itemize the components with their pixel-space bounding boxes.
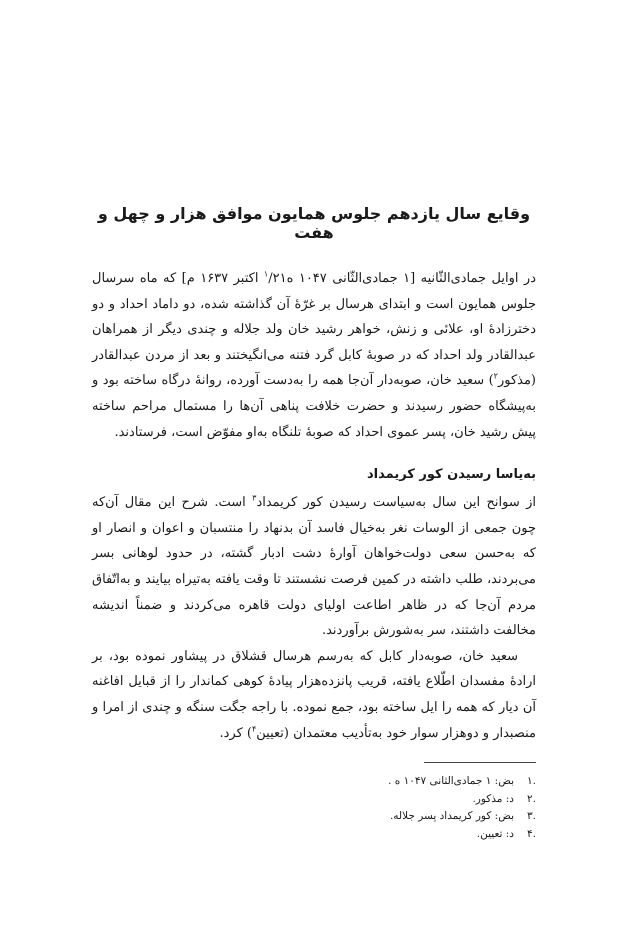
paragraph-1: [92, 266, 536, 445]
footnote-text: بض: ۱ جمادی‌الثانی ۱۰۴۷ ه .: [388, 775, 514, 788]
footnote-ref-2[interactable]: ۲: [493, 372, 498, 382]
text-run: است. شرح این مقال آن‌که چون جمعی از الوسات نغر به‌خیال فاسد آن بدنهاد را منتسبان و اعوان و انصار او که به‌حسن سعی دولت‌خواهان آوارهٔ دشت ادبار گشته، در حدود لوهانی بسر می‌بردند، طلب داشته در کمین فرصت نشستند تا وقت یافته به‌تیراه بیایند و به‌اتّفاق مردم آن‌جا که در ظاهر اطاعت اولیای دولت قاهره می‌کردند و ضمناً اندیشه مخالفت داشتند، سر به‌شورش برآوردند.: [92, 495, 536, 639]
footnote-number: .۲: [527, 792, 536, 805]
footnote-item: [92, 808, 536, 826]
page-title: وقایع سال یازدهم جلوس همایون موافق هزار و چهل و هفت: [97, 204, 531, 242]
text-run: سعید خان، صوبه‌دار کابل که به‌رسم هرسال قشلاق در پیشاور نموده بود، بر ارادهٔ مفسدان اطّلاع یافته، قریب پانزده‌هزار پیادهٔ کوهی کماندار را از قبایل افاغنه آن دیار که همه را ایل ساخته بود، جمع نموده. با راجه جگت سنگه و چندی از امرا و منصبدار و دوهزار سوار خود به‌تأدیب معتمدان (تعیین: [92, 648, 536, 741]
text-run: از سوانح این سال به‌سیاست رسیدن کور کریمداد: [256, 495, 537, 511]
footnote-text: د: تعیین.: [476, 827, 514, 840]
section-heading: به‌یاسا رسیدن کور کریمداد: [366, 467, 536, 483]
paragraph-3: [92, 644, 536, 746]
footnote-ref-4[interactable]: ۴: [251, 724, 257, 734]
footnote-number: .۴: [527, 827, 536, 840]
footnote-ref-3[interactable]: ۳: [252, 493, 257, 503]
footnote-item: [92, 791, 536, 809]
footnote-number: .۱: [527, 775, 536, 788]
footnote-text: د: مذکور.: [472, 792, 514, 805]
paragraph-2: [92, 490, 536, 644]
footnote-item: [92, 773, 536, 791]
text-run: ) کرد.: [219, 725, 252, 741]
footnote-divider: [424, 762, 536, 763]
footnote-text: بض: کور کریمداد پسر جلاله.: [389, 810, 514, 823]
footnote-ref-1[interactable]: ۱: [263, 269, 269, 279]
text-run: ) سعید خان، صوبه‌دار آن‌جا همه را به‌دست آورده، روانهٔ درگاه ساخته بود و به‌پیشگاه حضور رسیدند و حضرت خلافت پناهی آن‌ها را مستمال مراحم ساخته پیش رشید خان، پسر عموی احداد که صوبهٔ تلنگاه به‌او مفوّض است، فرستادند.: [92, 373, 536, 440]
text-run: /۲۱ اکتبر ۱۶۳۷ م] که ماه سرسال جلوس همایون است و ابتدای هرسال بر غرّهٔ آن گذاشته شده، دو داماد احداد و دو دخترزادهٔ او، علائی و زنش، خواهر رشید خان ولد جلاله و چندی دیگر از همراهان عبدالقادر ولد احداد که در صوبهٔ کابل گرد فتنه می‌انگیختند و بعد از مردن عبدالقادر (مذکور: [92, 271, 536, 389]
footnote-item: [92, 826, 536, 844]
footnote-list: [92, 773, 536, 843]
footnote-number: .۳: [527, 810, 536, 823]
text-run: در اوایل جمادی‌الثّانیه [۱ جمادی‌الثّانی ۱۰۴۷ ه: [286, 271, 536, 286]
